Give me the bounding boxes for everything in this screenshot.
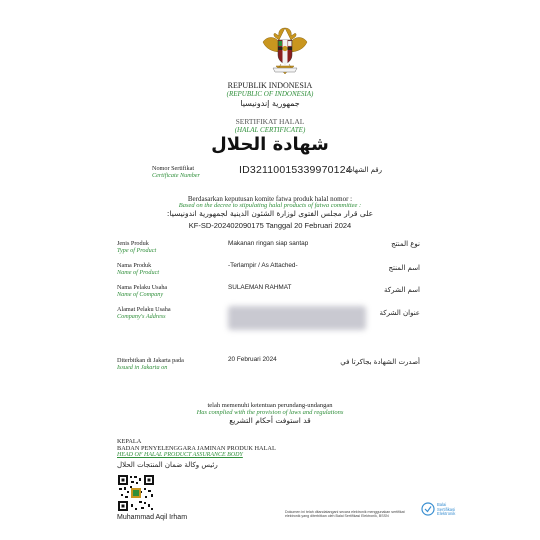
signatory-name: Muhammad Aqil Irham: [117, 514, 188, 521]
basis-line: Berdasarkan keputusan komite fatwa produk halal nomor :: [187, 195, 353, 203]
company-name-label-en: Name of Company: [117, 291, 164, 298]
product-type-label-en: Type of Product: [117, 247, 157, 254]
company-address-label-ar: عنوان الشركة: [379, 309, 420, 317]
company-address-redacted: [228, 306, 366, 330]
issued-date: 20 Februari 2024: [228, 356, 277, 363]
company-name-label-ar: اسم الشركة: [384, 286, 420, 294]
compliance-line: telah memenuhi ketentuan perundang-undangan: [207, 402, 333, 409]
bsre-label: [437, 503, 455, 517]
cert-number-label-ar: رقم الشهادة: [345, 166, 382, 174]
bsre-label-line2: Sertifikasi: [437, 506, 456, 512]
country-name-ar: جمهورية إندونيسيا: [240, 99, 300, 108]
company-name-label: Nama Pelaku Usaha: [117, 284, 168, 291]
signatory-agency-ar: رئيس وكالة ضمان المنتجات الحلال: [117, 461, 218, 469]
issued-label: Diterbitkan di Jakarta pada: [117, 357, 184, 364]
certificate-title: SERTIFIKAT HALAL: [235, 117, 305, 126]
compliance-line-ar: قد استوفت أحكام التشريع: [229, 416, 311, 425]
cert-number-label-en: Certificate Number: [152, 172, 200, 179]
basis-line-en: Based on the decree to stipulating halal products of fatwa committee :: [178, 202, 362, 209]
bsre-label-line3: Elektronik: [437, 511, 456, 517]
signatory-agency-en: HEAD OF HALAL PRODUCT ASSURANCE BODY: [117, 452, 243, 458]
product-name-label: Nama Produk: [117, 262, 152, 269]
company-name-value: SULAEMAN RAHMAT: [228, 284, 292, 291]
compliance-line-en: Has complied with the provision of laws and regulations: [196, 409, 344, 416]
certificate-number: ID32110015339970124: [239, 164, 352, 176]
decree-number: KF-SD-202402090175 Tanggal 20 Februari 2024: [188, 221, 352, 230]
cert-number-label: Nomor Sertifikat: [152, 165, 195, 172]
product-type-label: Jenis Produk: [117, 240, 149, 247]
product-name-value: -Terlampir / As Attached-: [228, 262, 298, 269]
product-type-label-ar: نوع المنتج: [391, 240, 420, 248]
signatory-title: KEPALA: [117, 438, 142, 445]
certificate-title-en: (HALAL CERTIFICATE): [234, 126, 306, 134]
bsre-logo-icon: [421, 502, 435, 516]
certificate-title-ar: شهادة الحلال: [211, 134, 329, 155]
issued-label-en: Issued in Jakarta on: [117, 364, 168, 371]
issued-label-ar: أصدرت الشهادة بجاكرتا في: [340, 358, 420, 366]
company-address-label-en: Company's Address: [117, 313, 166, 320]
product-type-value: Makanan ringan siap santap: [228, 240, 309, 247]
qr-code-icon: [117, 474, 155, 512]
product-name-label-en: Name of Product: [117, 269, 160, 276]
electronic-signature-note: Dokumen ini telah ditandatangani secara elektronik menggunakan sertifikat elektronik yang diterbitkan oleh Balai Sertifikasi Elektronik, BSSN: [285, 510, 405, 519]
signatory-agency: BADAN PENYELENGGARA JAMINAN PRODUK HALAL: [117, 445, 276, 452]
garuda-emblem-icon: [259, 22, 311, 76]
company-address-label: Alamat Pelaku Usaha: [117, 306, 171, 313]
country-name-en: (REPUBLIC OF INDONESIA): [226, 90, 314, 98]
bsre-label-line1: Balai: [437, 502, 447, 507]
product-name-label-ar: اسم المنتج: [388, 264, 420, 272]
basis-line-ar: على قرار مجلس الفتوى لوزارة الشئون الدينية لجمهورية اندونيسيا:: [166, 209, 374, 218]
country-name: REPUBLIK INDONESIA: [227, 81, 313, 90]
